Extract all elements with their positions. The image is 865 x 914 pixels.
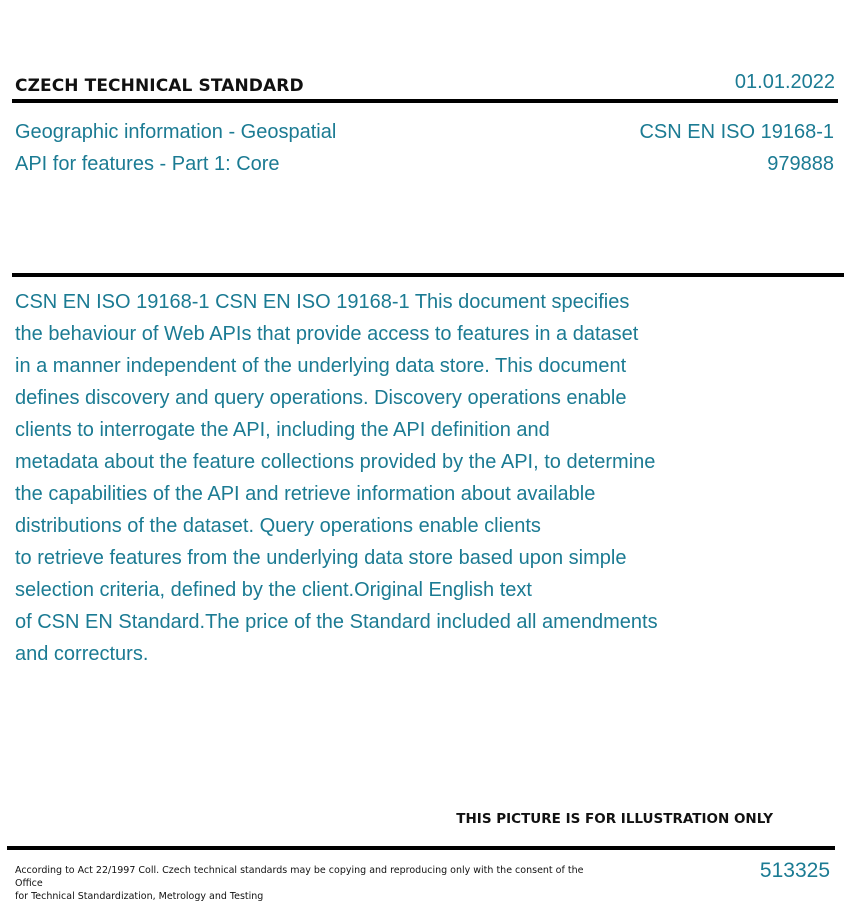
publication-date: 01.01.2022 [734, 71, 835, 93]
illustration-note: THIS PICTURE IS FOR ILLUSTRATION ONLY [456, 811, 773, 827]
section-divider [12, 273, 844, 277]
legal-line-2: for Technical Standardization, Metrology and Testing [15, 891, 264, 902]
abstract-text: CSN EN ISO 19168-1 CSN EN ISO 19168-1 This document specifies the behaviour of Web APIs that provide access to features in a dataset in a manner independent of the underlying data store. This document defines discovery and query operations. Discovery operations enable clients to interrogate the API, including the API definition and metadata about the feature collections provided by the API, to determine the capabilities of the API and retrieve information about available distributions of the dataset. Query operations enable clients to retrieve features from the underlying data store based upon simple selection criteria, defined by the client.Original English text of CSN EN Standard.The price of the Standard included all amendments and correcturs. [15, 291, 658, 665]
standard-identifiers [639, 116, 834, 180]
title-line-1: Geographic information - Geospatial [15, 121, 337, 143]
standard-type-label: CZECH TECHNICAL STANDARD [15, 76, 304, 96]
title-line-2: API for features - Part 1: Core [15, 153, 280, 175]
catalog-id: 979888 [767, 153, 834, 175]
footer-number: 513325 [759, 859, 830, 882]
header-divider [12, 99, 838, 103]
document-title [15, 116, 336, 180]
legal-notice [15, 864, 585, 903]
legal-line-1: According to Act 22/1997 Coll. Czech technical standards may be copying and reproducing only with the consent of the Office [15, 865, 584, 889]
footer-divider [7, 846, 835, 850]
standard-number: CSN EN ISO 19168-1 [639, 121, 834, 143]
